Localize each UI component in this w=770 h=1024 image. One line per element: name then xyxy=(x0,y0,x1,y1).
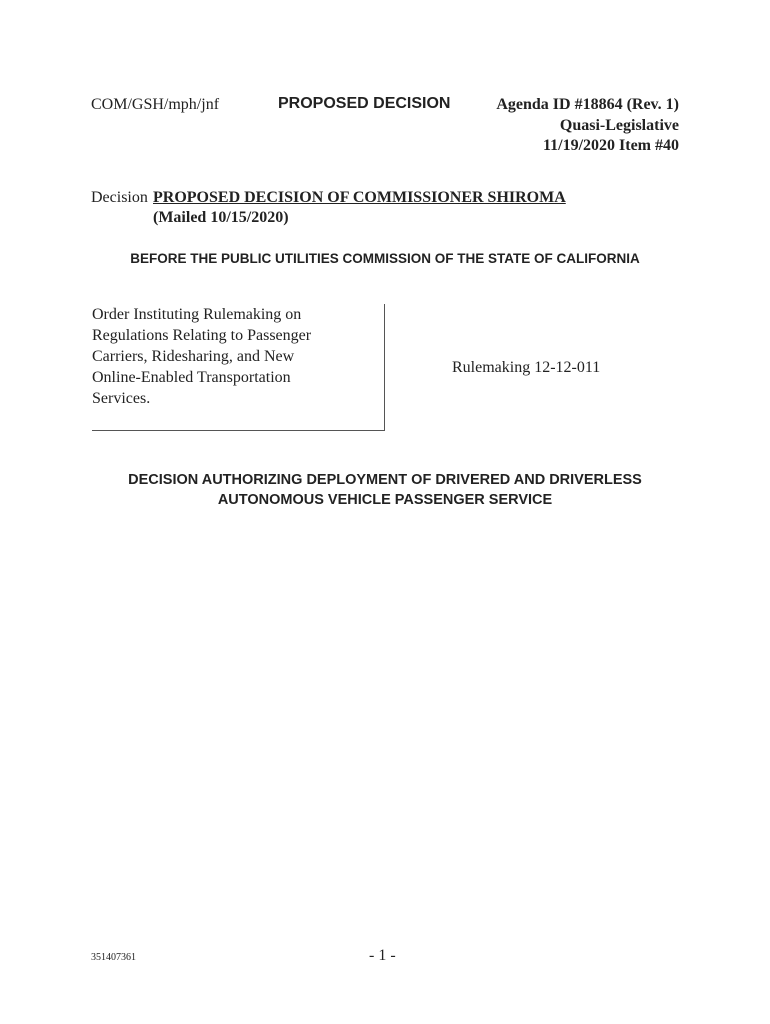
caption-line: Regulations Relating to Passenger xyxy=(92,327,312,344)
court-heading: BEFORE THE PUBLIC UTILITIES COMMISSION OF THE STATE OF CALIFORNIA xyxy=(130,251,640,266)
case-caption xyxy=(92,304,385,431)
decision-label: Decision xyxy=(91,189,148,206)
mailed-date: (Mailed 10/15/2020) xyxy=(153,209,289,226)
decision-title: PROPOSED DECISION OF COMMISSIONER SHIROMA xyxy=(153,189,566,206)
caption-line: Services. xyxy=(92,390,151,407)
agenda-id: Agenda ID #18864 (Rev. 1) xyxy=(496,96,679,113)
docket-number: Rulemaking 12-12-011 xyxy=(452,359,601,376)
caption-line: Order Instituting Rulemaking on xyxy=(92,306,302,323)
document-title-line-1: DECISION AUTHORIZING DEPLOYMENT OF DRIVERED AND DRIVERLESS xyxy=(128,472,642,488)
file-code: COM/GSH/mph/jnf xyxy=(91,96,220,113)
proposed-decision-label: PROPOSED DECISION xyxy=(278,95,451,112)
caption-line: Online-Enabled Transportation xyxy=(92,369,291,386)
meeting-item: 11/19/2020 Item #40 xyxy=(543,137,679,154)
caption-line: Carriers, Ridesharing, and New xyxy=(92,348,295,365)
document-number: 351407361 xyxy=(91,952,136,963)
document-title-line-2: AUTONOMOUS VEHICLE PASSENGER SERVICE xyxy=(217,492,553,508)
page-number: - 1 - xyxy=(369,947,396,964)
proceeding-type: Quasi-Legislative xyxy=(559,117,679,134)
